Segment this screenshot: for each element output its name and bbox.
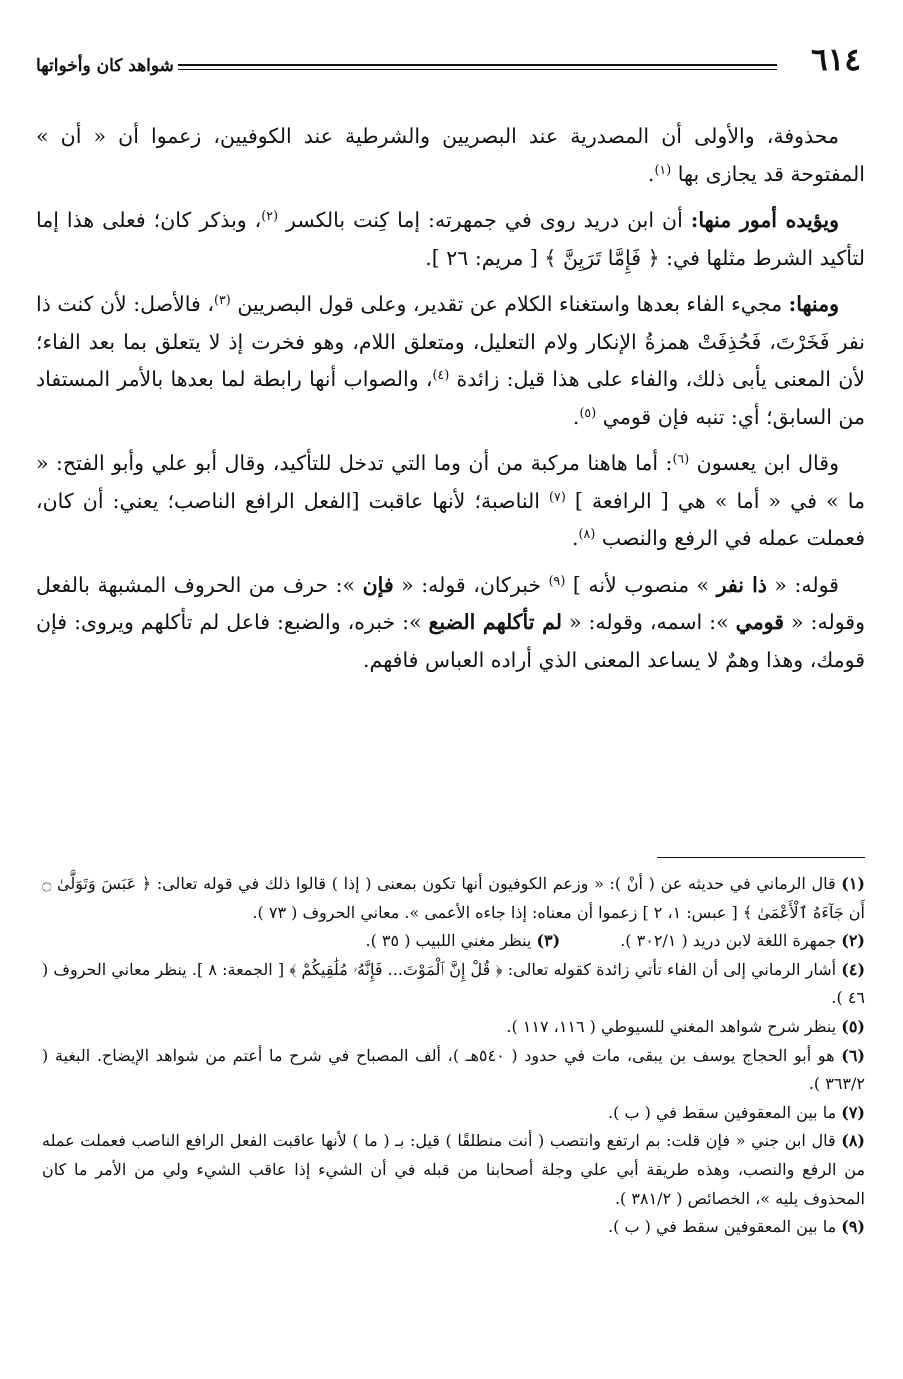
paragraph-4: وقال ابن يعسون $^{(٦)}$: أما هاهنا مركبة من أن وما التي تدخل للتأكيد، وقال أبو علي وأبو الفتح: « ما » في « أما » هي [ الرافعة ] $^{(٧)}$ الناصبة؛ لأنها عاقبت [الفعل الرافع الناصب؛ يعني: أن كان، فعملت عمله في الرفع والنصب $^{(٨)}$. bbox=[36, 451, 865, 550]
footnote-6: (٦) هو أبو الحجاج يوسف بن يبقى، مات في حدود ( ٥٤٠هـ )، ألف المصباح في شرح ما أعتم من شواهد الإيضاح. البغية ( ٣٦٣/٢ ). bbox=[42, 1045, 865, 1094]
footnote-2: (٢) جمهرة اللغة لابن دريد ( ٣٠٢/١ ). bbox=[620, 931, 865, 951]
quoted-term: ذا نفر bbox=[716, 572, 767, 597]
footnote-ref-3: (٣) bbox=[214, 292, 231, 308]
main-text bbox=[36, 118, 865, 679]
footnote-ref-8: (٨) bbox=[578, 526, 596, 542]
paragraph-3: ومنها: مجيء الفاء بعدها واستغناء الكلام عن تقدير، وعلى قول البصريين $^{(٣)}$، فالأصل: لأن كنت ذا نفر فَخَرْتَ، فَحُذِفَتْ همزةُ الإنكار ولام التعليل، ومتعلق اللام، وهو فخرت إذ لا يتعلق بما بعد الفاء؛ لأن المعنى يأبى ذلك، والفاء على هذا قيل: زائدة $^{(٤)}$، والصواب أنها رابطة لما بعدها بالأمر المستفاد من السابق؛ أي: تنبه فإن قومي $^{(٥)}$. bbox=[36, 292, 865, 429]
running-title: شواهد كان وأخواتها bbox=[36, 56, 174, 76]
header-double-rule bbox=[178, 64, 777, 70]
footnote-ref-6: (٦) bbox=[672, 451, 690, 467]
footnote-5: (٥) ينظر شرح شواهد المغني للسيوطي ( ١١٦، ١١٧ ). bbox=[506, 1016, 865, 1036]
quoted-term: لم تأكلهم الضبع bbox=[428, 610, 562, 634]
paragraph-1: محذوفة، والأولى أن المصدرية عند البصريين والشرطية عند الكوفيين، زعموا أن « أن » المفتوحة قد يجازى بها $^{(١)}$. bbox=[36, 124, 865, 186]
footnote-ref-4: (٤) bbox=[432, 367, 450, 383]
footnote-3: (٣) ينظر مغني اللبيب ( ٣٥ ). bbox=[365, 931, 561, 951]
page-header bbox=[36, 40, 861, 84]
footnote-ref-9: (٩) bbox=[548, 572, 566, 588]
footnote-ref-1: (١) bbox=[654, 161, 672, 177]
footnote-9: (٩) ما بين المعقوفين سقط في ( ب ). bbox=[608, 1217, 865, 1237]
footnote-ref-5: (٥) bbox=[579, 404, 597, 420]
paragraph-5: قوله: « ذا نفر » منصوب لأنه ] $^{(٩)}$ خبركان، قوله: « فإن »: حرف من الحروف المشبهة بالفعل وقوله: « قومي »: اسمه، وقوله: « لم تأكلهم الضبع »: خبره، والضبع: فاعل لم تأكلهم ويروى: فإن قومك، وهذا وهمٌ لا يساعد المعنى الذي أراده العباس فافهم. bbox=[36, 572, 865, 672]
paragraph-2: ويؤيده أمور منها: أن ابن دريد روى في جمهرته: إما كِنت بالكسر $^{(٢)}$، وبذكر كان؛ فعلى هذا إما لتأكيد الشرط مثلها في: ﴿ فَإِمَّا تَرَيِنَّ ﴾ [ مريم: ٢٦ ]. bbox=[36, 208, 865, 270]
footnote-ref-2: (٢) bbox=[261, 208, 279, 224]
paragraph-3-lead: ومنها: bbox=[788, 292, 839, 316]
footnote-1: (١) قال الرماني في حديثه عن ( أنْ ): « وزعم الكوفيون أنها تكون بمعنى ( إذا ) قالوا ذلك في قوله تعالى: ﴿ عَبَسَ وَتَوَلَّىٰ ۝ أَن جَآءَهُ ٱلْأَعْمَىٰ ﴾ [ عبس: ١، ٢ ] زعموا أن معناه: إذا جاءه الأعمى ». معاني الحروف ( ٧٣ ). bbox=[42, 874, 865, 922]
footnote-ref-7: (٧) bbox=[549, 488, 566, 504]
page-number: ٦١٤ bbox=[811, 42, 861, 78]
quoted-term: فإن bbox=[362, 572, 394, 597]
footnote-7: (٧) ما بين المعقوفين سقط في ( ب ). bbox=[608, 1102, 865, 1122]
footnote-row bbox=[42, 927, 865, 956]
footnote-separator bbox=[657, 857, 865, 858]
footnote-4: (٤) أشار الرماني إلى أن الفاء تأتي زائدة كقوله تعالى: ﴿ قُلْ إِنَّ ٱلْمَوْتَ... فَإِنَّهُۥ مُلَٰقِيكُمْ ﴾ [ الجمعة: ٨ ]. ينظر معاني الحروف ( ٤٦ ). bbox=[42, 959, 866, 1008]
paragraph-2-lead: ويؤيده أمور منها: bbox=[690, 208, 839, 232]
footnotes bbox=[42, 870, 865, 1242]
quoted-term: قومي bbox=[735, 610, 785, 634]
footnote-8: (٨) قال ابن جني « فإن قلت: بم ارتفع وانتصب ( أنت منطلقًا ) قيل: بـ ( ما ) لأنها عاقبت الفعل الرافع الناصب فعملت عمله من الرفع والنصب، وهذه طريقة أبي علي وجلة أصحابنا من قبله في أن الشيء إذا عاقب الشيء ولي من الأمر ما كان المحذوف يليه »، الخصائص ( ٣٨١/٢ ). bbox=[42, 1131, 866, 1208]
